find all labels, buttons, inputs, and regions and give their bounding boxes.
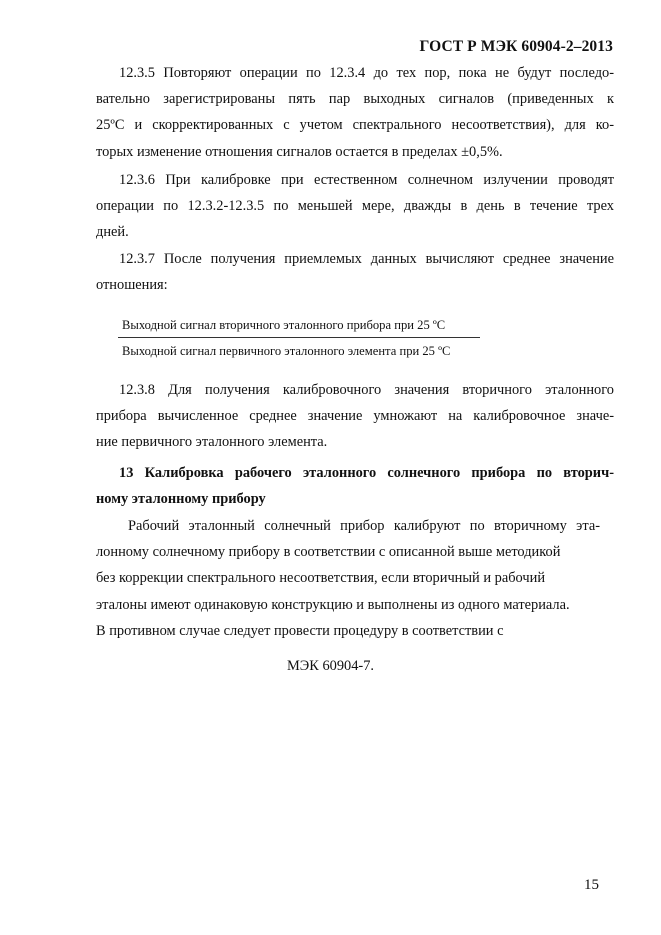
page-number: 15: [584, 877, 599, 893]
formula-numerator: Выходной сигнал вторичного эталонного прибора при 25 ºС: [122, 318, 446, 332]
standard-header: ГОСТ Р МЭК 60904-2–2013: [419, 38, 613, 55]
fraction-bar: [118, 337, 480, 338]
paragraph-12-3-8: [96, 377, 614, 456]
text-line: 25ºС и скорректированных с учетом спектрального несоответствия), для ко-: [96, 117, 614, 134]
text-line: эталоны имеют одинаковую конструкцию и выполнены из одного материала.: [96, 596, 570, 613]
paragraph-13: [96, 513, 600, 644]
text-line: Рабочий эталонный солнечный прибор калибруют по вторичному эта-: [128, 518, 600, 534]
paragraph-12-3-5: [96, 60, 614, 165]
paragraph-12-3-6: [96, 167, 614, 246]
text-line: 12.3.8 Для получения калибровочного значения вторичного эталонного: [119, 382, 614, 398]
section-13-heading: [96, 460, 614, 512]
standard-reference: МЭК 60904-7.: [286, 658, 375, 674]
paragraph-12-3-7: [96, 246, 614, 298]
text-line: прибора вычисленное среднее значение умножают на калибровочное значе-: [96, 408, 614, 425]
text-line: 12.3.7 После получения приемлемых данных вычисляют среднее значение: [119, 251, 614, 267]
text-line: дней.: [96, 224, 129, 241]
text-line: торых изменение отношения сигналов остается в пределах ±0,5%.: [96, 143, 503, 160]
heading-line: 13 Калибровка рабочего эталонного солнечного прибора по вторич-: [119, 465, 614, 481]
text-line: ние первичного эталонного элемента.: [96, 434, 328, 451]
text-line: 12.3.6 При калибровке при естественном солнечном излучении проводят: [119, 172, 614, 188]
heading-line: ному эталонному прибору: [96, 491, 266, 508]
text-line: отношения:: [96, 277, 168, 294]
text-line: операции по 12.3.2-12.3.5 по меньшей мере, дважды в день в течение трех: [96, 198, 614, 215]
text-line: без коррекции спектрального несоответствия, если вторичный и рабочий: [96, 570, 546, 587]
formula-denominator: Выходной сигнал первичного эталонного элемента при 25 ºС: [122, 344, 451, 358]
text-line: лонному солнечному прибору в соответствии с описанной выше методикой: [96, 544, 561, 561]
ratio-formula: [118, 315, 480, 361]
text-line: 12.3.5 Повторяют операции по 12.3.4 до тех пор, пока не будут последо-: [119, 65, 614, 81]
text-line: вательно зарегистрированы пять пар выходных сигналов (приведенных к: [96, 91, 614, 108]
text-line: В противном случае следует провести процедуру в соответствии с: [96, 622, 504, 639]
